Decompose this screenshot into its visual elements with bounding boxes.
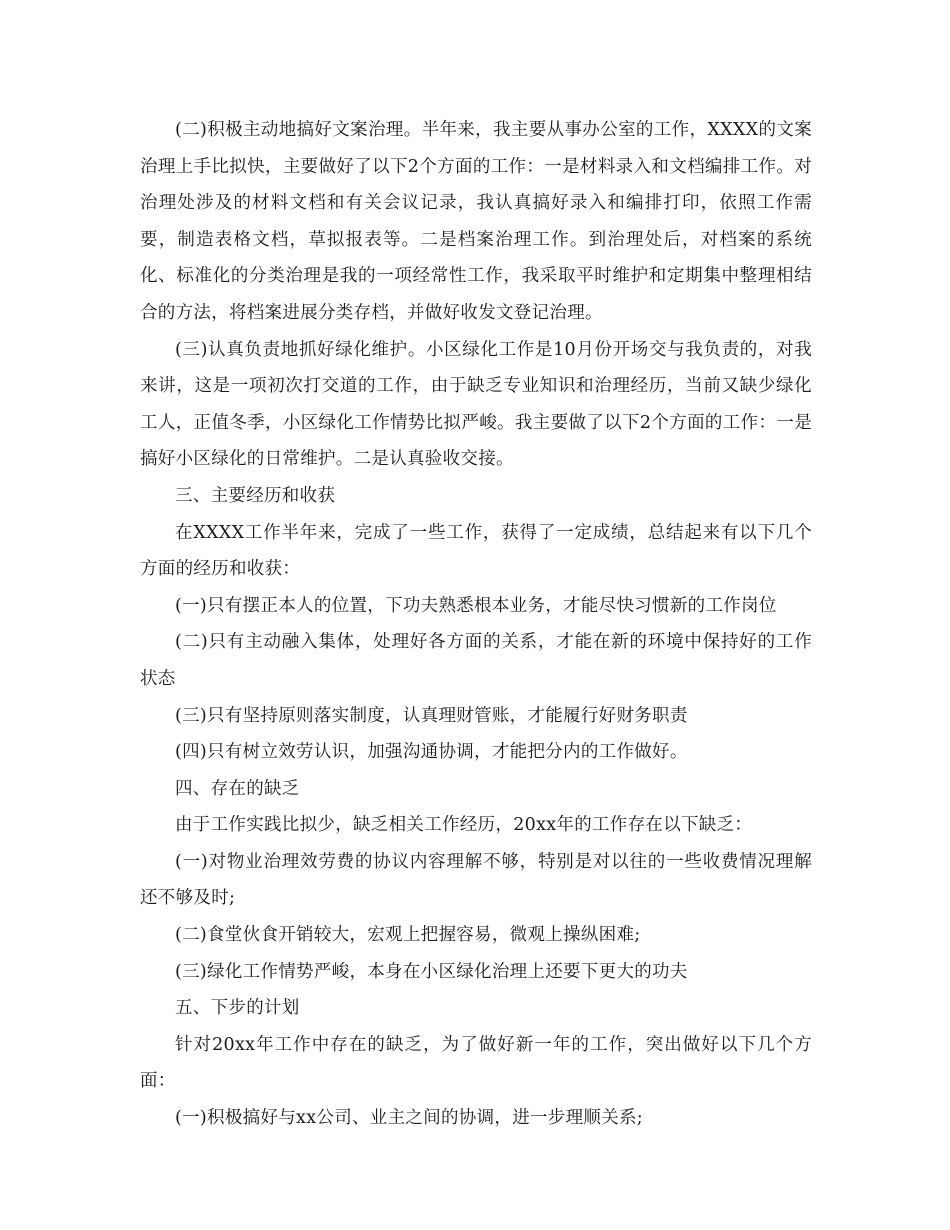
list-item-gain-3: (三)只有坚持原则落实制度，认真理财管账，才能履行好财务职责 — [175, 705, 688, 726]
heading-experience-gains: 三、主要经历和收获 — [175, 485, 336, 506]
heading-shortcomings: 四、存在的缺乏 — [175, 778, 300, 799]
paragraph-shortcomings-intro: 由于工作实践比拟少，缺乏相关工作经历，20xx年的工作存在以下缺乏： — [175, 815, 753, 836]
list-item-gain-1: (一)只有摆正本人的位置，下功夫熟悉根本业务，才能尽快习惯新的工作岗位 — [175, 595, 777, 616]
list-item-shortcoming-1: (一)对物业治理效劳费的协议内容理解不够，特别是对以往的一些收费情况理解还不够及时; — [140, 851, 812, 909]
list-item-shortcoming-3: (三)绿化工作情势严峻，本身在小区绿化治理上还要下更大的功夫 — [175, 961, 688, 982]
paragraph-experience-intro: 在XXXX工作半年来，完成了一些工作，获得了一定成绩，总结起来有以下几个方面的经历和收获： — [140, 522, 812, 580]
heading-next-plan: 五、下步的计划 — [175, 998, 300, 1019]
list-item-plan-1: (一)积极搞好与xx公司、业主之间的协调，进一步理顺关系; — [175, 1108, 643, 1129]
list-item-gain-2: (二)只有主动融入集体，处理好各方面的关系，才能在新的环境中保持好的工作状态 — [140, 632, 812, 689]
document-body — [140, 112, 812, 1137]
paragraph-plan-intro: 针对20xx年工作中存在的缺乏，为了做好新一年的工作，突出做好以下几个方面： — [140, 1034, 812, 1092]
paragraph-greening-maintenance: (三)认真负责地抓好绿化维护。小区绿化工作是10月份开场交与我负责的，对我来讲，这是一项初次打交道的工作，由于缺乏专业知识和治理经历，当前又缺少绿化工人，正值冬季，小区绿化工作情势比拟严峻。我主要做了以下2个方面的工作：一是搞好小区绿化的日常维护。二是认真验收交接。 — [140, 339, 812, 470]
list-item-gain-4: (四)只有树立效劳认识，加强沟通协调，才能把分内的工作做好。 — [175, 742, 688, 763]
list-item-shortcoming-2: (二)食堂伙食开销较大，宏观上把握容易，微观上操纵困难; — [175, 925, 641, 946]
paragraph-archive-management: (二)积极主动地搞好文案治理。半年来，我主要从事办公室的工作，XXXX的文案治理上手比拟快，主要做好了以下2个方面的工作：一是材料录入和文档编排工作。对治理处涉及的材料文档和有关会议记录，我认真搞好录入和编排打印，依照工作需要，制造表格文档，草拟报表等。二是档案治理工作。到治理处后，对档案的系统化、标准化的分类治理是我的一项经常性工作，我采取平时维护和定期集中整理相结合的方法，将档案进展分类存档，并做好收发文登记治理。 — [140, 120, 812, 323]
